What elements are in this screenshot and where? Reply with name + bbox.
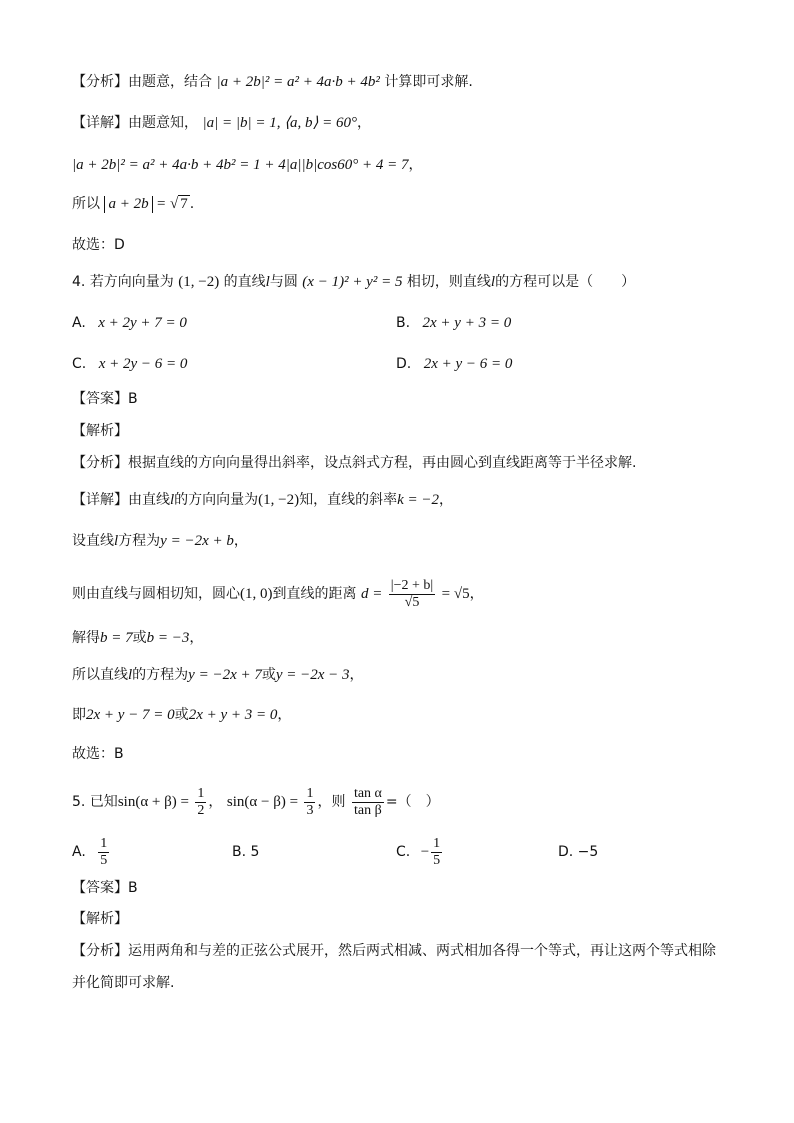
detail-line-3 bbox=[72, 194, 194, 214]
q4-stem-mid3: 相切，则直线 bbox=[406, 274, 491, 290]
sqrt-symbol: √ bbox=[169, 196, 179, 212]
vector-formula: |a + 2b|² = a² + 4a·b + 4b² bbox=[216, 74, 380, 90]
equals-sign: = bbox=[157, 196, 166, 212]
q4-detail-5-mid: 的方程为 bbox=[132, 667, 189, 683]
option-label: A. bbox=[72, 315, 86, 331]
q4-fenxi-tag: 【分析】 bbox=[72, 455, 128, 471]
q5-fenxi-1 bbox=[72, 941, 716, 961]
q5-stem-mid: ，则 bbox=[317, 794, 346, 810]
q4-detail-3-mid: 到直线的距离 bbox=[272, 586, 357, 602]
q4-solution-b: b = −3 bbox=[146, 630, 190, 646]
q4-option-c[interactable] bbox=[72, 354, 187, 374]
q4-detail-1-post: ， bbox=[439, 492, 454, 508]
fraction-numerator: 1 bbox=[197, 785, 205, 801]
q4-general-b: 2x + y + 3 = 0 bbox=[188, 707, 278, 723]
q4-detail-2-mid: 方程为 bbox=[118, 533, 161, 549]
q4-general-a: 2x + y − 7 = 0 bbox=[86, 707, 175, 723]
q4-option-a[interactable] bbox=[72, 313, 187, 333]
option-a-fraction bbox=[98, 836, 109, 869]
fraction-numerator: 1 bbox=[433, 835, 441, 851]
fraction-numerator: 1 bbox=[100, 835, 108, 851]
fraction-denominator: 5 bbox=[100, 852, 108, 868]
detail-text-pre: 由题意知， bbox=[128, 115, 198, 131]
fraction-numerator: tan α bbox=[353, 785, 382, 801]
fraction-denominator: √5 bbox=[404, 594, 420, 610]
q4-detail-5-pre: 所以直线 bbox=[72, 667, 128, 683]
choice-line-prev: 故选：D bbox=[72, 237, 125, 253]
q4-detail-1-mid2: 知，直线的斜率 bbox=[299, 492, 398, 508]
q5-answer: 【答案】B bbox=[72, 880, 138, 896]
or-text: 或 bbox=[174, 707, 189, 723]
q5-number: 5. bbox=[72, 794, 86, 810]
conclusion-post: . bbox=[189, 196, 195, 212]
detail-text-post: ， bbox=[357, 115, 372, 131]
q4-detail-5-l: l bbox=[128, 667, 133, 683]
fraction-denominator: tan β bbox=[354, 802, 382, 818]
q4-line-symbol-2: l bbox=[490, 274, 496, 290]
option-expr: x + 2y − 6 = 0 bbox=[98, 356, 188, 372]
q4-option-b[interactable] bbox=[396, 313, 511, 333]
q5-option-d[interactable]: D. −5 bbox=[558, 844, 599, 860]
fraction-denominator: 5 bbox=[433, 852, 441, 868]
q4-detail-4-pre: 解得 bbox=[72, 630, 100, 646]
q4-option-d[interactable] bbox=[396, 354, 512, 374]
q4-detail-1-vec: (1, −2) bbox=[258, 492, 300, 508]
q4-line-b: y = −2x − 3 bbox=[275, 667, 350, 683]
q4-detail-tag: 【详解】 bbox=[72, 492, 128, 508]
q4-detail-2-l: l bbox=[114, 533, 119, 549]
q4-distance-result: = √5 bbox=[441, 586, 470, 602]
vector-condition: |a| = |b| = 1, ⟨a, b⟩ = 60° bbox=[202, 115, 358, 131]
q5-option-b[interactable]: B. 5 bbox=[232, 844, 260, 860]
q4-line-a: y = −2x + 7 bbox=[188, 667, 262, 683]
detail-line-2-post: ， bbox=[408, 157, 423, 173]
q4-slope: k = −2 bbox=[397, 492, 440, 508]
option-expr: x + 2y + 7 = 0 bbox=[98, 315, 187, 331]
vector-magnitude: a + 2b bbox=[104, 196, 152, 213]
q5-tan-ratio bbox=[352, 786, 384, 819]
or-text: 或 bbox=[261, 667, 276, 683]
q5-fenxi-tag: 【分析】 bbox=[72, 943, 128, 959]
q4-distance-fraction bbox=[389, 578, 435, 611]
fraction-denominator: 3 bbox=[306, 802, 314, 818]
q4-stem-post: 的方程可以是（ ） bbox=[495, 274, 636, 290]
q4-answer: 【答案】B bbox=[72, 391, 138, 407]
q4-distance-label: d = bbox=[360, 586, 383, 602]
q4-detail-5-post: ， bbox=[349, 667, 364, 683]
minus-sign: − bbox=[420, 844, 430, 860]
q4-detail-3 bbox=[72, 576, 484, 612]
q5-stem-post: =（ ） bbox=[385, 794, 440, 810]
q4-detail-1-mid: 的方向向量为 bbox=[174, 492, 259, 508]
q4-stem-mid2: 与圆 bbox=[269, 274, 298, 290]
fraction-numerator: 1 bbox=[306, 785, 314, 801]
analysis-tag: 【分析】 bbox=[72, 74, 128, 90]
detail-line-2 bbox=[72, 155, 422, 175]
detail-tag: 【详解】 bbox=[72, 115, 128, 131]
q4-detail-2 bbox=[72, 531, 248, 551]
sqrt-value: 7 bbox=[180, 196, 188, 212]
q4-detail-5 bbox=[72, 665, 364, 685]
q4-detail-6 bbox=[72, 705, 291, 725]
q5-option-c[interactable] bbox=[396, 832, 444, 872]
q5-fenxi-text-1: 运用两角和与差的正弦公式展开，然后两式相减、两式相加各得一个等式，再让这两个等式相除 bbox=[128, 943, 716, 959]
q4-stem-pre: 若方向向量为 bbox=[89, 274, 174, 290]
q5-option-a[interactable] bbox=[72, 832, 111, 872]
option-label: C. bbox=[396, 844, 411, 860]
option-expr: 2x + y + 3 = 0 bbox=[422, 315, 512, 331]
q4-detail-3-post: ， bbox=[469, 586, 484, 602]
q5-stem bbox=[72, 782, 440, 822]
q4-detail-2-pre: 设直线 bbox=[72, 533, 114, 549]
q5-analysis-head: 【解析】 bbox=[72, 911, 128, 927]
analysis-line-1 bbox=[72, 72, 473, 92]
q4-detail-6-pre: 即 bbox=[72, 707, 86, 723]
option-expr: 2x + y − 6 = 0 bbox=[423, 356, 513, 372]
option-label: B. bbox=[396, 315, 411, 331]
q4-number: 4. bbox=[72, 274, 86, 290]
option-label: A. bbox=[72, 844, 86, 860]
q4-detail-6-post: ， bbox=[277, 707, 292, 723]
q4-line-symbol: l bbox=[265, 274, 270, 290]
q5-sin-diff: sin(α − β) = bbox=[226, 794, 299, 810]
q4-detail-4-post: ， bbox=[189, 630, 204, 646]
analysis-text-post: 计算即可求解. bbox=[384, 74, 473, 90]
q4-stem-mid1: 的直线 bbox=[223, 274, 266, 290]
q4-detail-3-pre: 则由直线与圆相切知，圆心 bbox=[72, 586, 240, 602]
detail-line-1 bbox=[72, 113, 371, 133]
q4-choose: 故选：B bbox=[72, 746, 124, 762]
option-label: D. bbox=[396, 356, 412, 372]
fraction-numerator: |−2 + b| bbox=[390, 577, 434, 593]
q4-fenxi-text: 根据直线的方向向量得出斜率，设点斜式方程，再由圆心到直线距离等于半径求解. bbox=[128, 455, 637, 471]
q4-detail-1 bbox=[72, 490, 453, 510]
q5-sin-sum: sin(α + β) = bbox=[117, 794, 189, 810]
vector-computation: |a + 2b|² = a² + 4a·b + 4b² = 1 + 4|a||b|cos60° + 4 = 7 bbox=[72, 157, 409, 173]
q5-stem-pre: 已知 bbox=[89, 794, 118, 810]
q4-detail-2-post: ， bbox=[233, 533, 248, 549]
analysis-text-pre: 由题意，结合 bbox=[128, 74, 212, 90]
q5-sep: ， bbox=[208, 794, 223, 810]
q5-fraction-2 bbox=[304, 786, 315, 819]
or-text: 或 bbox=[132, 630, 147, 646]
q5-fraction-1 bbox=[195, 786, 206, 819]
option-label: C. bbox=[72, 356, 87, 372]
q4-detail-4 bbox=[72, 628, 203, 648]
q4-circle-equation: (x − 1)² + y² = 5 bbox=[302, 274, 403, 290]
q4-solution-a: b = 7 bbox=[100, 630, 133, 646]
q4-circle-center: (1, 0) bbox=[240, 586, 273, 602]
q4-detail-1-l: l bbox=[170, 492, 175, 508]
conclusion-text: 所以 bbox=[72, 196, 100, 212]
q4-line-equation: y = −2x + b bbox=[160, 533, 234, 549]
q4-fenxi bbox=[72, 453, 636, 473]
option-c-fraction bbox=[431, 836, 442, 869]
fraction-denominator: 2 bbox=[197, 802, 205, 818]
q4-stem bbox=[72, 272, 635, 292]
q4-direction-vector: (1, −2) bbox=[178, 274, 220, 290]
q4-detail-1-pre: 由直线 bbox=[128, 492, 170, 508]
q5-fenxi-2: 并化简即可求解. bbox=[72, 975, 175, 991]
q4-analysis-head: 【解析】 bbox=[72, 423, 128, 439]
